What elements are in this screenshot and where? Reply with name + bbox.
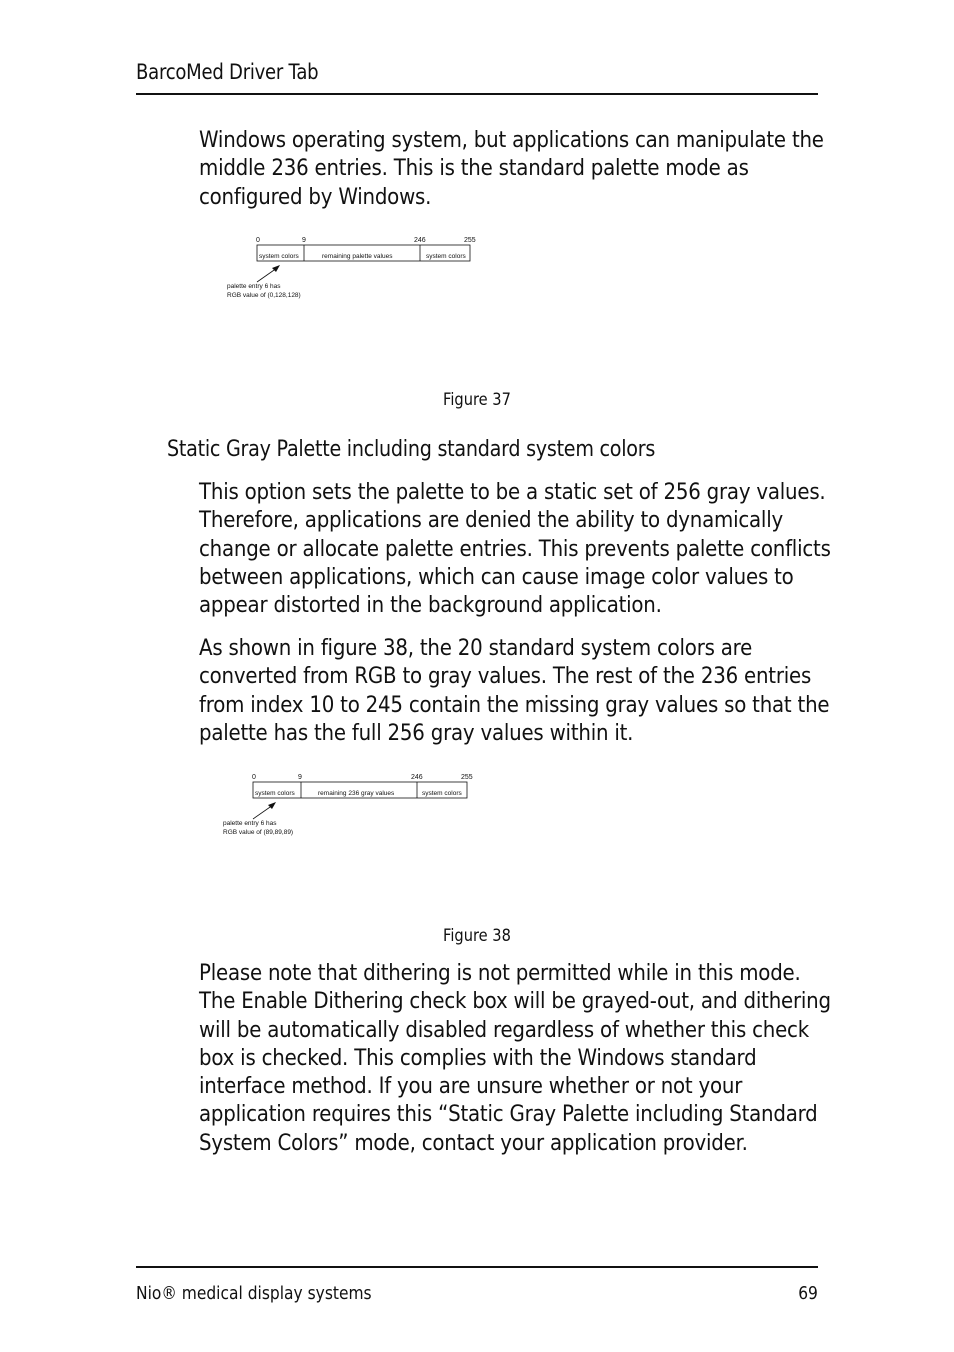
page-number: 69 [798, 1283, 818, 1304]
index-label: 0 [252, 774, 256, 781]
text-line: interface method. If you are unsure whether or not your [199, 1074, 743, 1100]
text-line: converted from RGB to gray values. The rest of the 236 entries [199, 664, 812, 690]
text-line: The Enable Dithering check box will be grayed-out, and dithering [199, 989, 831, 1015]
text-line: change or allocate palette entries. This prevents palette conflicts [199, 536, 831, 562]
section-heading: Static Gray Palette including standard system colors [167, 437, 656, 462]
text-line: System Colors” mode, contact your application provider. [199, 1130, 748, 1156]
segment-label-remaining: remaining palette values [322, 253, 393, 260]
pointer-arrow [257, 268, 277, 282]
index-label: 255 [464, 237, 476, 244]
segment-label-remaining: remaining 236 gray values [318, 790, 395, 797]
index-label: 9 [302, 237, 306, 244]
paragraph-1 [199, 479, 831, 620]
figure-38-caption: Figure 38 [443, 926, 511, 946]
header-rule [136, 93, 818, 95]
text-line: from index 10 to 245 contain the missing gray values so that the [199, 692, 830, 718]
annotation-line: RGB value of (89,89,89) [223, 829, 294, 836]
figure-37-diagram [222, 232, 492, 304]
text-line: configured by Windows. [199, 184, 432, 210]
text-line: Therefore, applications are denied the ability to dynamically [199, 508, 783, 534]
segment-label-system-colors: system colors [255, 790, 295, 797]
figure-37-caption: Figure 37 [443, 390, 511, 410]
text-line: Please note that dithering is not permitted while in this mode. [199, 961, 801, 986]
segment-label-system-colors: system colors [259, 253, 299, 260]
intro-paragraph [199, 127, 824, 212]
text-line: appear distorted in the background application. [199, 593, 662, 619]
index-label: 246 [411, 774, 423, 781]
footer-rule [136, 1266, 818, 1268]
text-line: palette has the full 256 gray values within it. [199, 720, 634, 746]
annotation-line: palette entry 6 has [223, 820, 277, 827]
figure-38-diagram [218, 769, 488, 841]
text-line: will be automatically disabled regardless of whether this check [199, 1017, 809, 1043]
index-label: 255 [461, 774, 473, 781]
index-label: 246 [414, 237, 426, 244]
text-line: As shown in figure 38, the 20 standard system colors are [199, 636, 753, 661]
segment-label-system-colors: system colors [422, 790, 462, 797]
annotation-line: palette entry 6 has [227, 283, 281, 290]
paragraph-2 [199, 635, 830, 748]
paragraph-3 [199, 960, 831, 1158]
footer-product-name: Nio® medical display systems [136, 1283, 372, 1304]
text-line: This option sets the palette to be a static set of 256 gray values. [199, 480, 826, 505]
text-line: between applications, which can cause image color values to [199, 564, 794, 590]
text-line: middle 236 entries. This is the standard palette mode as [199, 156, 749, 182]
text-line: box is checked. This complies with the Windows standard [199, 1045, 757, 1071]
text-line: Windows operating system, but applications can manipulate the [199, 128, 824, 153]
annotation-line: RGB value of (0,128,128) [227, 292, 301, 299]
segment-label-system-colors: system colors [426, 253, 466, 260]
index-label: 0 [256, 237, 260, 244]
pointer-arrow [253, 805, 273, 819]
running-header: BarcoMed Driver Tab [136, 60, 319, 84]
index-label: 9 [298, 774, 302, 781]
text-line: application requires this “Static Gray Palette including Standard [199, 1102, 818, 1128]
